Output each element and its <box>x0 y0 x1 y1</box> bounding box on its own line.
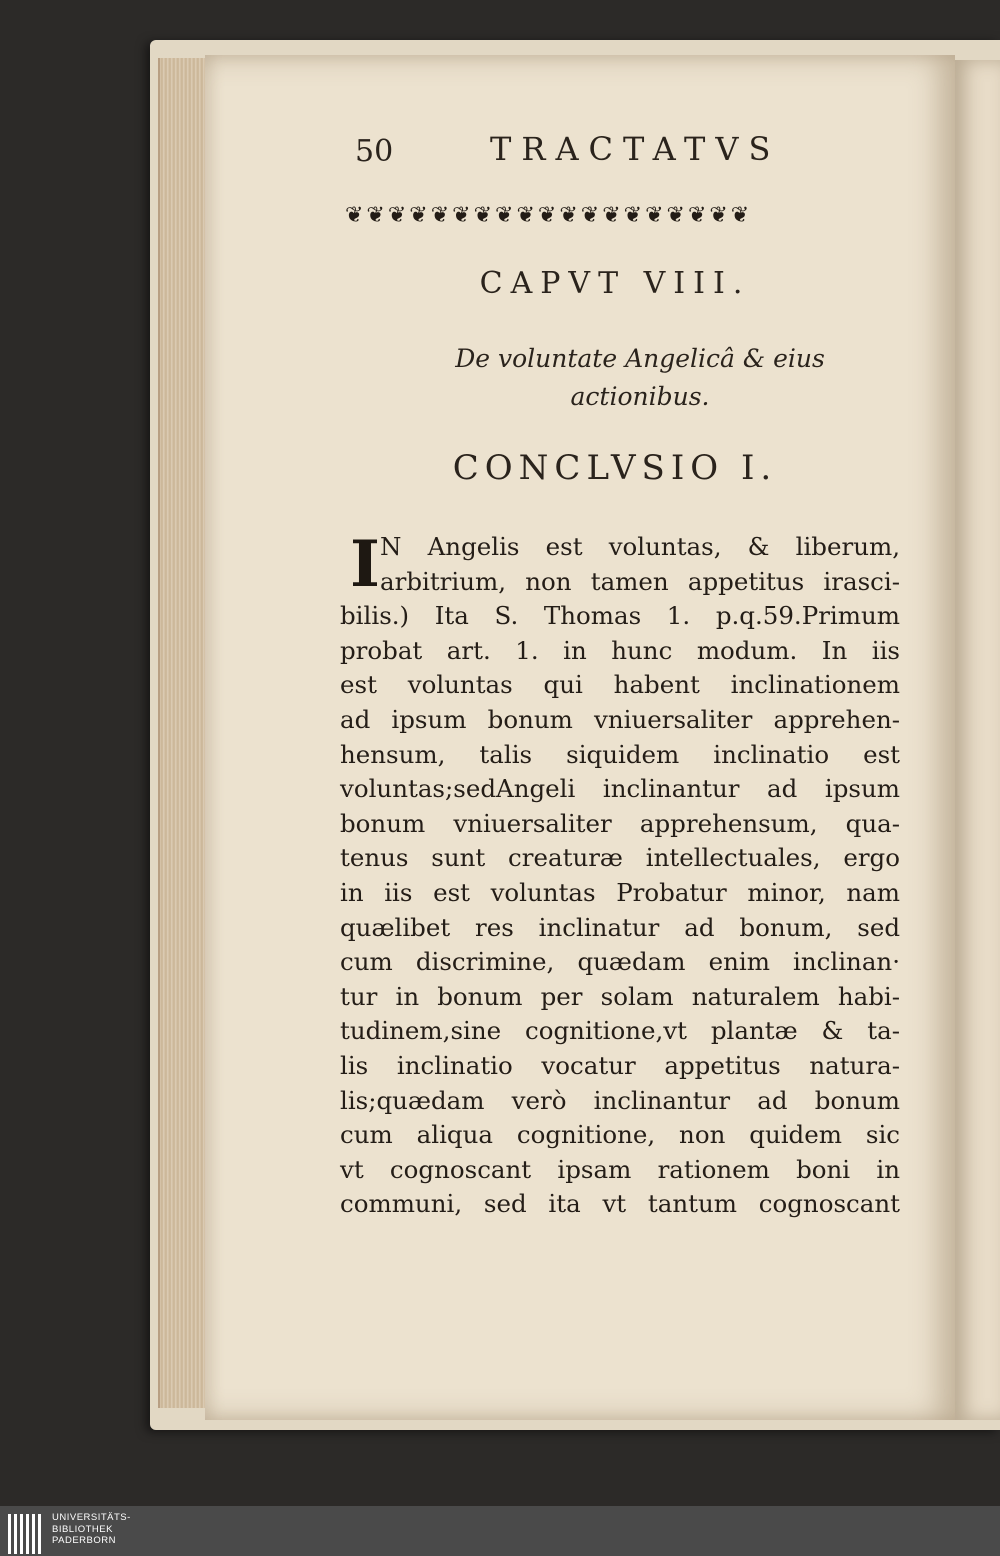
chapter-heading: CAPVT VIII. <box>479 266 751 301</box>
page-header <box>355 130 795 170</box>
text-line: cum discrimine, quædam enim inclinan· <box>340 947 900 977</box>
text-line: hensum, talis siquidem inclinatio est <box>340 739 900 769</box>
text-line: quælibet res inclinatur ad bonum, sed <box>340 912 900 942</box>
subtitle-line-1: De voluntate Angelicâ & eius <box>455 344 825 373</box>
text-line: vt cognoscant ipsam rationem boni in <box>340 1154 900 1184</box>
text-line: in iis est voluntas Probatur minor, nam <box>340 877 900 907</box>
drop-cap: I <box>350 527 380 602</box>
running-title: TRACTATVS <box>490 130 781 168</box>
text-line: arbitrium, non tamen appetitus irasci- <box>380 566 900 596</box>
text-line: voluntas;sedAngeli inclinantur ad ipsum <box>340 774 900 804</box>
text-line: cum aliqua cognitione, non quidem sic <box>340 1120 900 1150</box>
text-line: tur in bonum per solam naturalem habi- <box>340 981 900 1011</box>
facing-page-edge <box>955 60 1000 1420</box>
library-footer <box>0 1506 1000 1556</box>
library-name-line-1: UNIVERSITÄTS- <box>52 1512 131 1523</box>
drop-cap-block <box>340 527 900 602</box>
text-line: est voluntas qui habent inclinationem <box>340 670 900 700</box>
chapter-subtitle <box>380 340 900 416</box>
library-logo-icon <box>8 1514 42 1554</box>
library-name-line-2: BIBLIOTHEK <box>52 1523 113 1535</box>
library-name <box>52 1512 131 1547</box>
text-line: lis;quædam verò inclinantur ad bonum <box>340 1085 900 1115</box>
body-text <box>340 527 900 1222</box>
page-edges <box>158 58 210 1408</box>
ornament-band: ❦❦❦❦❦❦❦❦❦❦❦❦❦❦❦❦❦❦❦ <box>345 203 753 228</box>
text-line: probat art. 1. in hunc modum. In iis <box>340 635 900 665</box>
text-line: N Angelis est voluntas, & liberum, <box>380 532 900 561</box>
library-name-line-3: PADERBORN <box>52 1535 116 1546</box>
text-line: tenus sunt creaturæ intellectuales, ergo <box>340 843 900 873</box>
subtitle-line-2: actionibus. <box>570 382 710 411</box>
page-number: 50 <box>355 134 394 169</box>
text-line: bonum vniuersaliter apprehensum, qua- <box>340 808 900 838</box>
text-line: lis inclinatio vocatur appetitus natura- <box>340 1050 900 1080</box>
conclusio-heading: CONCLVSIO I. <box>452 448 778 488</box>
text-line: tudinem,sine cognitione,vt plantæ & ta- <box>340 1016 900 1046</box>
text-line: communi, sed ita vt tantum cognoscant <box>340 1189 900 1219</box>
text-line: ad ipsum bonum vniuersaliter apprehen- <box>340 704 900 734</box>
text-line: bilis.) Ita S. Thomas 1. p.q.59.Primum <box>340 601 900 631</box>
